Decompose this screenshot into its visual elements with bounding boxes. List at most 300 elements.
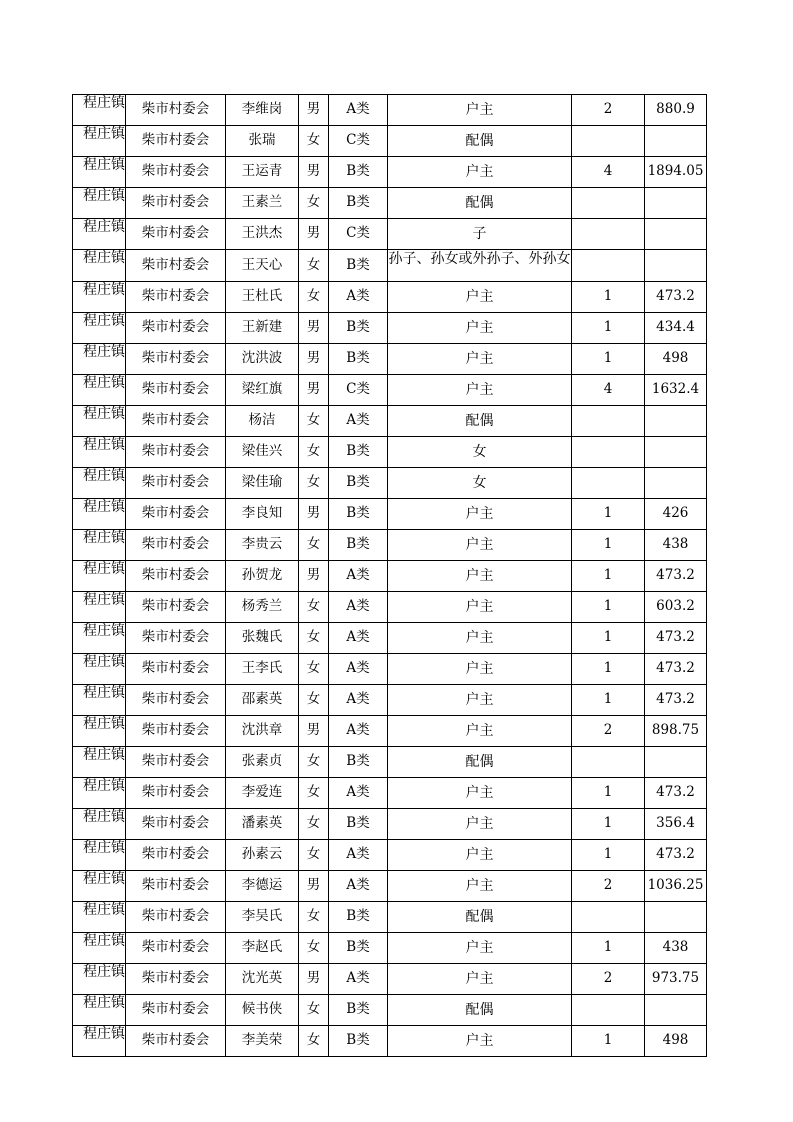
name-cell: 李赵氏	[226, 933, 299, 964]
committee-cell: 柴市村委会	[126, 499, 226, 530]
town-text: 程庄镇	[83, 716, 125, 732]
members-cell: 1	[572, 282, 645, 313]
town-text: 程庄镇	[83, 219, 125, 235]
amount-cell	[645, 468, 707, 499]
town-text: 程庄镇	[83, 313, 125, 329]
members-cell: 1	[572, 685, 645, 716]
members-cell: 1	[572, 530, 645, 561]
table-row	[73, 623, 707, 654]
table-row	[73, 778, 707, 809]
gender-cell: 女	[299, 995, 329, 1026]
committee-cell: 柴市村委会	[126, 95, 226, 126]
category-cell: A类	[329, 95, 388, 126]
committee-cell: 柴市村委会	[126, 126, 226, 157]
town-text: 程庄镇	[83, 902, 125, 918]
town-cell	[73, 375, 126, 406]
committee-cell: 柴市村委会	[126, 530, 226, 561]
amount-cell: 973.75	[645, 964, 707, 995]
category-cell: C类	[329, 126, 388, 157]
members-cell: 2	[572, 95, 645, 126]
name-cell: 王洪杰	[226, 219, 299, 250]
committee-cell: 柴市村委会	[126, 313, 226, 344]
relation-cell: 户主	[388, 809, 572, 840]
committee-cell: 柴市村委会	[126, 250, 226, 282]
name-cell: 潘素英	[226, 809, 299, 840]
committee-cell: 柴市村委会	[126, 468, 226, 499]
category-cell: B类	[329, 437, 388, 468]
relation-cell: 户主	[388, 778, 572, 809]
members-cell	[572, 902, 645, 933]
members-cell: 1	[572, 344, 645, 375]
town-cell	[73, 219, 126, 250]
table-row	[73, 437, 707, 468]
relation-cell: 配偶	[388, 126, 572, 157]
table-row	[73, 375, 707, 406]
town-text: 程庄镇	[83, 282, 125, 298]
committee-cell: 柴市村委会	[126, 406, 226, 437]
gender-cell: 女	[299, 468, 329, 499]
committee-cell: 柴市村委会	[126, 437, 226, 468]
members-cell	[572, 437, 645, 468]
relation-cell: 配偶	[388, 406, 572, 437]
relation-cell: 户主	[388, 157, 572, 188]
name-cell: 王运青	[226, 157, 299, 188]
gender-cell: 男	[299, 219, 329, 250]
members-cell: 1	[572, 654, 645, 685]
gender-cell: 女	[299, 778, 329, 809]
table-row	[73, 747, 707, 778]
category-cell: B类	[329, 250, 388, 282]
town-text: 程庄镇	[83, 95, 125, 111]
table-row	[73, 561, 707, 592]
relation-cell: 户主	[388, 964, 572, 995]
gender-cell: 女	[299, 250, 329, 282]
category-cell: B类	[329, 313, 388, 344]
members-cell	[572, 250, 645, 282]
town-cell	[73, 747, 126, 778]
committee-cell: 柴市村委会	[126, 344, 226, 375]
members-cell	[572, 747, 645, 778]
gender-cell: 女	[299, 592, 329, 623]
members-cell: 1	[572, 499, 645, 530]
town-cell	[73, 933, 126, 964]
relation-cell: 户主	[388, 716, 572, 747]
relation-cell: 户主	[388, 623, 572, 654]
relation-cell: 配偶	[388, 995, 572, 1026]
relation-cell: 户主	[388, 592, 572, 623]
town-cell	[73, 840, 126, 871]
town-text: 程庄镇	[83, 778, 125, 794]
amount-cell: 438	[645, 933, 707, 964]
category-cell: A类	[329, 406, 388, 437]
gender-cell: 男	[299, 499, 329, 530]
town-text: 程庄镇	[83, 126, 125, 142]
town-cell	[73, 902, 126, 933]
relation-cell: 户主	[388, 871, 572, 902]
amount-cell	[645, 126, 707, 157]
town-cell	[73, 778, 126, 809]
town-cell	[73, 871, 126, 902]
roster-table-body	[73, 95, 707, 1057]
table-row	[73, 250, 707, 282]
category-cell: B类	[329, 499, 388, 530]
table-row	[73, 995, 707, 1026]
town-text: 程庄镇	[83, 871, 125, 887]
town-cell	[73, 685, 126, 716]
relation-cell: 户主	[388, 313, 572, 344]
town-cell	[73, 964, 126, 995]
relation-cell: 户主	[388, 933, 572, 964]
gender-cell: 男	[299, 871, 329, 902]
name-cell: 李爱连	[226, 778, 299, 809]
town-text: 程庄镇	[83, 995, 125, 1011]
members-cell: 4	[572, 157, 645, 188]
name-cell: 沈光英	[226, 964, 299, 995]
committee-cell: 柴市村委会	[126, 933, 226, 964]
category-cell: A类	[329, 964, 388, 995]
town-text: 程庄镇	[83, 809, 125, 825]
members-cell	[572, 995, 645, 1026]
table-row	[73, 809, 707, 840]
gender-cell: 男	[299, 375, 329, 406]
gender-cell: 男	[299, 561, 329, 592]
committee-cell: 柴市村委会	[126, 1026, 226, 1057]
amount-cell: 434.4	[645, 313, 707, 344]
relation-cell	[388, 250, 572, 282]
relation-cell: 户主	[388, 95, 572, 126]
gender-cell: 女	[299, 282, 329, 313]
members-cell	[572, 188, 645, 219]
relation-cell: 户主	[388, 530, 572, 561]
category-cell: B类	[329, 995, 388, 1026]
town-text: 程庄镇	[83, 468, 125, 484]
members-cell: 2	[572, 964, 645, 995]
name-cell: 李维岗	[226, 95, 299, 126]
town-text: 程庄镇	[83, 654, 125, 670]
name-cell: 王杜氏	[226, 282, 299, 313]
town-cell	[73, 561, 126, 592]
table-row	[73, 126, 707, 157]
table-row	[73, 468, 707, 499]
category-cell: A类	[329, 778, 388, 809]
amount-cell: 603.2	[645, 592, 707, 623]
amount-cell: 898.75	[645, 716, 707, 747]
amount-cell: 473.2	[645, 778, 707, 809]
category-cell: C类	[329, 375, 388, 406]
gender-cell: 女	[299, 126, 329, 157]
members-cell: 1	[572, 840, 645, 871]
name-cell: 李德运	[226, 871, 299, 902]
town-cell	[73, 623, 126, 654]
gender-cell: 女	[299, 623, 329, 654]
relation-cell: 配偶	[388, 188, 572, 219]
amount-cell	[645, 437, 707, 468]
relation-cell: 户主	[388, 654, 572, 685]
members-cell: 1	[572, 623, 645, 654]
amount-cell: 426	[645, 499, 707, 530]
committee-cell: 柴市村委会	[126, 282, 226, 313]
category-cell: B类	[329, 809, 388, 840]
town-text: 程庄镇	[83, 344, 125, 360]
name-cell: 沈洪章	[226, 716, 299, 747]
table-row	[73, 1026, 707, 1057]
amount-cell	[645, 219, 707, 250]
members-cell: 1	[572, 1026, 645, 1057]
category-cell: B类	[329, 157, 388, 188]
committee-cell: 柴市村委会	[126, 902, 226, 933]
relation-cell: 户主	[388, 685, 572, 716]
town-cell	[73, 406, 126, 437]
relation-text: 孙子、孙女或外孙子、外孙女	[388, 251, 571, 267]
amount-cell: 473.2	[645, 840, 707, 871]
table-row	[73, 530, 707, 561]
amount-cell: 473.2	[645, 654, 707, 685]
name-cell: 张魏氏	[226, 623, 299, 654]
amount-cell	[645, 902, 707, 933]
town-text: 程庄镇	[83, 561, 125, 577]
amount-cell: 473.2	[645, 561, 707, 592]
members-cell	[572, 219, 645, 250]
table-row	[73, 685, 707, 716]
members-cell	[572, 126, 645, 157]
amount-cell	[645, 250, 707, 282]
amount-cell	[645, 747, 707, 778]
committee-cell: 柴市村委会	[126, 840, 226, 871]
gender-cell: 男	[299, 157, 329, 188]
table-row	[73, 592, 707, 623]
amount-cell: 356.4	[645, 809, 707, 840]
amount-cell: 880.9	[645, 95, 707, 126]
committee-cell: 柴市村委会	[126, 592, 226, 623]
amount-cell: 438	[645, 530, 707, 561]
town-text: 程庄镇	[83, 685, 125, 701]
category-cell: B类	[329, 902, 388, 933]
town-text: 程庄镇	[83, 188, 125, 204]
relation-cell: 户主	[388, 375, 572, 406]
amount-cell	[645, 188, 707, 219]
relation-cell: 户主	[388, 282, 572, 313]
town-cell	[73, 1026, 126, 1057]
committee-cell: 柴市村委会	[126, 561, 226, 592]
name-cell: 李美荣	[226, 1026, 299, 1057]
committee-cell: 柴市村委会	[126, 375, 226, 406]
category-cell: A类	[329, 592, 388, 623]
category-cell: A类	[329, 840, 388, 871]
town-cell	[73, 157, 126, 188]
gender-cell: 女	[299, 406, 329, 437]
town-cell	[73, 716, 126, 747]
table-row	[73, 95, 707, 126]
relation-cell: 配偶	[388, 902, 572, 933]
gender-cell: 女	[299, 437, 329, 468]
category-cell: B类	[329, 933, 388, 964]
members-cell: 1	[572, 809, 645, 840]
relation-cell: 户主	[388, 561, 572, 592]
committee-cell: 柴市村委会	[126, 219, 226, 250]
name-cell: 王天心	[226, 250, 299, 282]
town-cell	[73, 530, 126, 561]
relation-cell: 子	[388, 219, 572, 250]
name-cell: 杨秀兰	[226, 592, 299, 623]
gender-cell: 女	[299, 685, 329, 716]
members-cell: 1	[572, 313, 645, 344]
gender-cell: 男	[299, 716, 329, 747]
town-cell	[73, 654, 126, 685]
town-cell	[73, 809, 126, 840]
town-text: 程庄镇	[83, 530, 125, 546]
town-text: 程庄镇	[83, 840, 125, 856]
table-row	[73, 964, 707, 995]
name-cell: 李吴氏	[226, 902, 299, 933]
gender-cell: 女	[299, 840, 329, 871]
name-cell: 王新建	[226, 313, 299, 344]
town-cell	[73, 95, 126, 126]
amount-cell	[645, 406, 707, 437]
town-text: 程庄镇	[83, 933, 125, 949]
town-text: 程庄镇	[83, 964, 125, 980]
members-cell	[572, 406, 645, 437]
relation-cell: 户主	[388, 344, 572, 375]
committee-cell: 柴市村委会	[126, 871, 226, 902]
name-cell: 邵素英	[226, 685, 299, 716]
members-cell: 2	[572, 716, 645, 747]
name-cell: 张瑞	[226, 126, 299, 157]
amount-cell	[645, 995, 707, 1026]
members-cell: 1	[572, 561, 645, 592]
gender-cell: 女	[299, 530, 329, 561]
amount-cell: 473.2	[645, 685, 707, 716]
name-cell: 李贵云	[226, 530, 299, 561]
name-cell: 候书侠	[226, 995, 299, 1026]
name-cell: 梁红旗	[226, 375, 299, 406]
category-cell: A类	[329, 685, 388, 716]
name-cell: 张素贞	[226, 747, 299, 778]
table-row	[73, 157, 707, 188]
amount-cell: 498	[645, 344, 707, 375]
members-cell	[572, 468, 645, 499]
committee-cell: 柴市村委会	[126, 716, 226, 747]
relation-cell: 女	[388, 468, 572, 499]
roster-table	[72, 94, 707, 1057]
town-cell	[73, 188, 126, 219]
relation-cell: 配偶	[388, 747, 572, 778]
category-cell: C类	[329, 219, 388, 250]
town-cell	[73, 995, 126, 1026]
category-cell: B类	[329, 1026, 388, 1057]
relation-cell: 户主	[388, 499, 572, 530]
gender-cell: 女	[299, 809, 329, 840]
table-row	[73, 902, 707, 933]
name-cell: 王李氏	[226, 654, 299, 685]
relation-cell: 户主	[388, 840, 572, 871]
table-row	[73, 654, 707, 685]
town-cell	[73, 499, 126, 530]
town-text: 程庄镇	[83, 250, 125, 266]
table-row	[73, 840, 707, 871]
amount-cell: 473.2	[645, 282, 707, 313]
committee-cell: 柴市村委会	[126, 747, 226, 778]
town-text: 程庄镇	[83, 375, 125, 391]
gender-cell: 男	[299, 313, 329, 344]
town-text: 程庄镇	[83, 1026, 125, 1042]
category-cell: B类	[329, 530, 388, 561]
town-cell	[73, 468, 126, 499]
category-cell: B类	[329, 188, 388, 219]
town-text: 程庄镇	[83, 157, 125, 173]
committee-cell: 柴市村委会	[126, 995, 226, 1026]
committee-cell: 柴市村委会	[126, 654, 226, 685]
town-text: 程庄镇	[83, 406, 125, 422]
name-cell: 梁佳瑜	[226, 468, 299, 499]
table-row	[73, 716, 707, 747]
gender-cell: 男	[299, 344, 329, 375]
town-cell	[73, 313, 126, 344]
gender-cell: 女	[299, 1026, 329, 1057]
gender-cell: 男	[299, 964, 329, 995]
members-cell: 1	[572, 933, 645, 964]
category-cell: A类	[329, 654, 388, 685]
name-cell: 孙贺龙	[226, 561, 299, 592]
amount-cell: 1632.4	[645, 375, 707, 406]
amount-cell: 1894.05	[645, 157, 707, 188]
town-cell	[73, 592, 126, 623]
table-row	[73, 871, 707, 902]
name-cell: 沈洪波	[226, 344, 299, 375]
gender-cell: 女	[299, 654, 329, 685]
table-row	[73, 344, 707, 375]
category-cell: B类	[329, 468, 388, 499]
committee-cell: 柴市村委会	[126, 188, 226, 219]
committee-cell: 柴市村委会	[126, 685, 226, 716]
category-cell: A类	[329, 871, 388, 902]
gender-cell: 男	[299, 95, 329, 126]
amount-cell: 498	[645, 1026, 707, 1057]
town-text: 程庄镇	[83, 499, 125, 515]
name-cell: 王素兰	[226, 188, 299, 219]
relation-cell: 女	[388, 437, 572, 468]
town-cell	[73, 250, 126, 282]
relation-cell: 户主	[388, 1026, 572, 1057]
members-cell: 4	[572, 375, 645, 406]
town-cell	[73, 344, 126, 375]
category-cell: B类	[329, 747, 388, 778]
members-cell: 2	[572, 871, 645, 902]
amount-cell: 473.2	[645, 623, 707, 654]
members-cell: 1	[572, 778, 645, 809]
category-cell: B类	[329, 344, 388, 375]
amount-cell: 1036.25	[645, 871, 707, 902]
town-text: 程庄镇	[83, 623, 125, 639]
committee-cell: 柴市村委会	[126, 964, 226, 995]
category-cell: A类	[329, 561, 388, 592]
table-row	[73, 282, 707, 313]
category-cell: A类	[329, 282, 388, 313]
town-cell	[73, 282, 126, 313]
town-text: 程庄镇	[83, 747, 125, 763]
town-text: 程庄镇	[83, 592, 125, 608]
name-cell: 梁佳兴	[226, 437, 299, 468]
table-row	[73, 933, 707, 964]
committee-cell: 柴市村委会	[126, 809, 226, 840]
town-cell	[73, 437, 126, 468]
name-cell: 李良知	[226, 499, 299, 530]
category-cell: A类	[329, 716, 388, 747]
name-cell: 孙素云	[226, 840, 299, 871]
gender-cell: 女	[299, 188, 329, 219]
committee-cell: 柴市村委会	[126, 157, 226, 188]
name-cell: 杨洁	[226, 406, 299, 437]
gender-cell: 女	[299, 933, 329, 964]
